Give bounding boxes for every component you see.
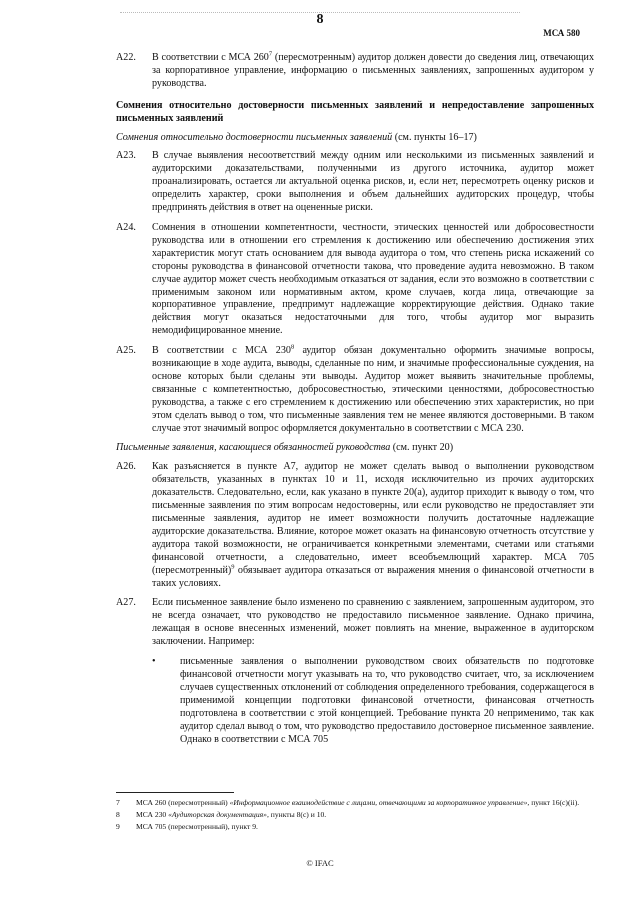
paragraph-a25 (116, 345, 594, 435)
footnote-title: «Информационное взаимодействие с лицами, отвечающими за корпоративное управление» (229, 798, 528, 807)
footnote (116, 822, 594, 832)
footnote (116, 810, 594, 820)
footnotes (116, 798, 594, 834)
paragraph-text: Если письменное заявление было изменено по сравнению с заявлением, запрошенным аудитором, это не всегда означает, что руководство не предоставило письменное заявление. Однако причина, лежащая в основе внесенных изменений, может повлиять на мнение, выраженное в аудиторском заключении. Например: (152, 597, 594, 648)
subsection-ref: (см. пункты 16–17) (392, 131, 477, 143)
paragraph-text: В случае выявления несоответствий между одним или несколькими из письменных заявлений и аудиторскими доказательствами, полученными из другого источника, аудитор может проанализировать, остается ли актуальной оценка рисков, и, если нет, пересмотреть оценку рисков и определить характер, сроки выполнения и объем дальнейших аудиторских процедур, чтобы предпринять действия в ответ на оцененные риски. (152, 150, 594, 214)
footnote-ref: 7 (268, 50, 273, 58)
bullet-dot: • (152, 656, 156, 668)
bullet-item (116, 656, 594, 746)
footnote-number: 7 (116, 798, 120, 807)
subsection-title: Письменные заявления, касающиеся обязанностей руководства (116, 442, 391, 454)
footnote-number: 8 (116, 810, 120, 819)
page-number: 8 (316, 12, 324, 27)
paragraph-text: В соответствии с МСА 260 (152, 52, 269, 63)
paragraph-label: A22. (116, 52, 136, 63)
standard-header: МСА 580 (543, 28, 580, 38)
footnote-text: МСА 705 (пересмотренный), пункт 9. (136, 822, 258, 831)
footnote-text: , пункты 8(c) и 10. (266, 810, 327, 819)
paragraph-label: A27. (116, 597, 136, 609)
paragraph-a26 (116, 461, 594, 590)
paragraph-label: A23. (116, 150, 136, 162)
subsection-heading (116, 442, 594, 455)
paragraph-a22 (116, 52, 594, 91)
copyright-footer: © IFAC (306, 858, 334, 868)
footnote-text: , пункт 16(c)(ii). (527, 798, 580, 807)
subsection-title: Сомнения относительно достоверности письменных заявлений (116, 131, 393, 143)
paragraph-text: Как разъясняется в пункте A7, аудитор не может сделать вывод о выполнении руководством обязательств, указанных в пунктах 10 и 11, исходя исключительно из прочих аудиторских доказательств. Следовательно, если, как указано в пункте 20(a), аудитор приходит к выводу о том, что письменные заявления по этим вопросам недостоверны, или если руководство не предоставляет эти письменные заявления, аудитор не имеет возможности получить достаточные надлежащие аудиторские доказательства. Влияние, которое может оказать на финансовую отчетность отсутствие у аудитора такой возможности, не ограничивается конкретными элементами, счетами или статьями финансовой отчетности, а следовательно, имеет всеобъемлющий характер. МСА 705 (пересмотренный) (152, 461, 594, 576)
paragraph-text: обязывает аудитора отказаться от выражения мнения о финансовой отчетности в таких условиях. (152, 564, 594, 589)
paragraph-a23 (116, 150, 594, 215)
section-heading: Сомнения относительно достоверности письменных заявлений и непредоставление запрошенных письменных заявлений (116, 99, 594, 124)
paragraph-text: аудитор обязан документально оформить значимые вопросы, возникающие в ходе аудита, выводы, сделанные по ним, и значимые профессиональные суждения, на основе которых были сделаны эти выводы. Аудитор может выявить значительные проблемы, связанные с компетентностью, добросовестностью, этическими ценностями, добросовестностью руководства, а также с его стремлением к достижению или обеспечению этих характеристик, но при этом сделать вывод о том, что письменные заявления тем не менее являются достоверными. В таком случае этот значимый вопрос оформляется документально в соответствии с МСА 230. (152, 345, 595, 434)
footnote-text: МСА 260 (пересмотренный) (136, 798, 230, 807)
footnote-text: МСА 230 (136, 810, 169, 819)
footnote (116, 798, 594, 808)
paragraph-label: A26. (116, 461, 136, 473)
paragraph-a27 (116, 597, 594, 649)
paragraph-a24 (116, 222, 594, 338)
footnote-separator (116, 792, 234, 793)
page-body (116, 52, 594, 746)
paragraph-text: Сомнения в отношении компетентности, честности, этических ценностей или добросовестности руководства или в отношении его стремления к достижению или обеспечению достижения этих характеристик могут стать основанием для вывода аудитора о том, что степень риска искажений со стороны руководства в финансовой отчетности такова, что проведение аудита невозможно. В таком случае аудитор может счесть необходимым отказаться от задания, если это возможно в соответствии с применимым законом или нормативным актом, кроме случаев, когда лица, отвечающие за корпоративное управление, предпримут надлежащие корректирующие действия. Однако такие действия могут оказаться недостаточными для того, чтобы аудитор мог выразить немодифицированное мнение. (152, 221, 594, 337)
bullet-text: письменные заявления о выполнении руководством своих обязательств по подготовке финансовой отчетности могут указывать на то, что руководство считает, что, за исключением случаев существенных отклонений от соблюдения определенного требования, содержащегося в применимой концепции подготовки финансовой отчетности, финансовая отчетность подготовлена в соответствии с этой концепцией. Требование пункта 20 неприменимо, так как аудитор сделал вывод о том, что руководство предоставило достоверное письменное заявление. Однако в соответствии с МСА 705 (180, 656, 594, 745)
paragraph-label: A25. (116, 345, 136, 357)
footnote-number: 9 (116, 822, 120, 831)
paragraph-text: В соответствии с МСА 230 (152, 345, 291, 357)
subsection-ref: (см. пункт 20) (390, 442, 454, 454)
paragraph-text: (пересмотренным) аудитор должен довести до сведения лиц, отвечающих за корпоративное управление, информацию о письменных заявлениях, запрошенных аудитором у руководства. (152, 52, 594, 89)
footnote-title: «Аудиторская документация» (168, 810, 267, 819)
subsection-heading (116, 132, 594, 145)
footnote-ref: 8 (290, 343, 295, 351)
paragraph-label: A24. (116, 221, 136, 233)
footnote-ref: 9 (231, 563, 235, 571)
